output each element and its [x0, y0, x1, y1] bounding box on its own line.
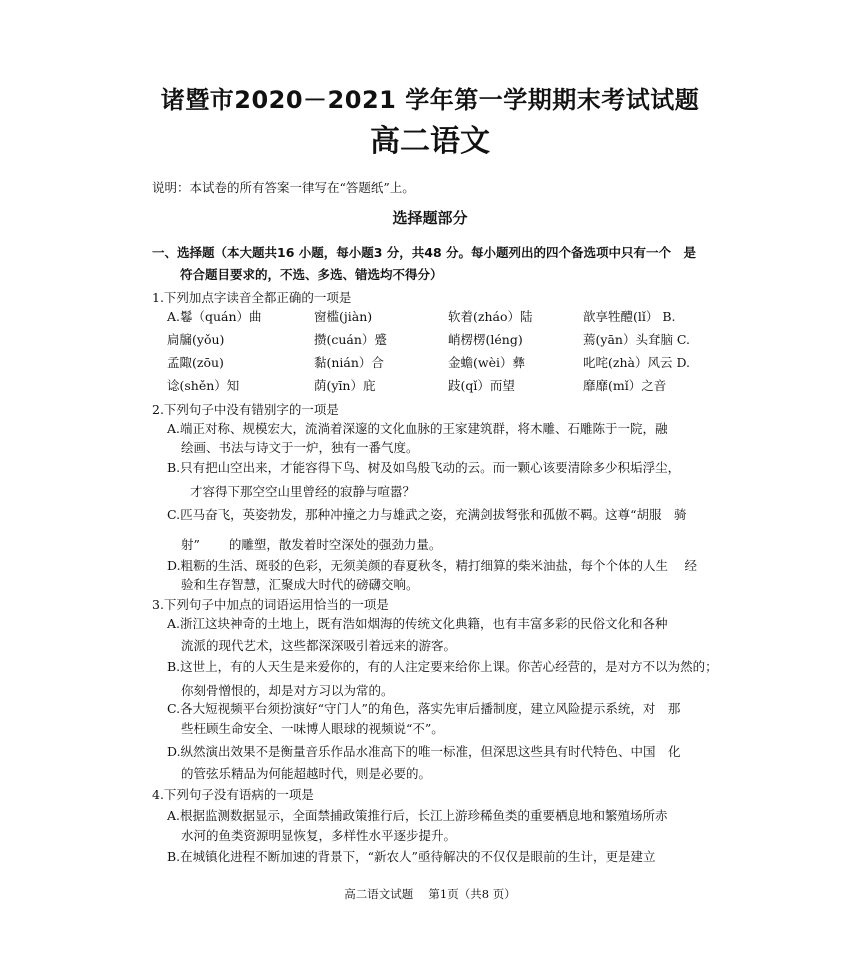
- q3-option-b-cont: 你刻骨憎恨的，却是对方习以为常的。: [181, 683, 394, 698]
- section-title: 选择题部分: [392, 209, 468, 227]
- part1-heading-line2: 符合题目要求的，不选、多选、错选均不得分）: [180, 267, 443, 282]
- q2-option-c: C.匹马奋飞，英姿勃发，那种冲撞之力与雄武之姿，充满剑拔弩张和孤傲不羁。这尊“胡服 骑: [167, 507, 687, 522]
- page-footer: 高二语文试题 第1页（共8 页）: [344, 887, 516, 901]
- q1-option-cell: A.鬈（quán）曲: [167, 309, 262, 324]
- q2-option-d-cont: 验和生存智慧，汇聚成大时代的磅礴交响。: [181, 577, 419, 592]
- q1-option-cell: 黏(nián）合: [314, 355, 384, 370]
- q3-option-d: D.纵然演出效果不是衡量音乐作品水准高下的唯一标准，但深思这些具有时代特色、中国 化: [167, 744, 681, 759]
- q4-option-b: B.在城镇化进程不断加速的背景下，“新农人”亟待解决的不仅仅是眼前的生计，更是建立: [167, 849, 656, 864]
- q2-stem: 2.下列句子中没有错别字的一项是: [152, 402, 339, 417]
- q3-option-b: B.这世上，有的人天生是来爱你的，有的人注定要来给你上课。你苦心经营的，是对方不以为然的；: [167, 659, 718, 674]
- instruction-note: 说明：本试卷的所有答案一律写在“答题纸”上。: [152, 180, 415, 195]
- q4-option-a-cont: 水河的鱼类资源明显恢复，多样性水平逐步提升。: [181, 828, 457, 843]
- q1-option-cell: 谂(shěn）知: [167, 378, 240, 393]
- q2-option-a: A.端正对称、规模宏大，流淌着深邃的文化血脉的王家建筑群，将木雕、石雕陈于一院，融: [167, 421, 668, 436]
- q2-option-a-cont: 绘画、书法与诗文于一炉，独有一番气度。: [181, 440, 419, 455]
- q1-option-cell: 靡靡(mǐ）之音: [583, 378, 667, 393]
- q1-option-cell: 孟陬(zōu): [167, 355, 224, 370]
- q4-option-a: A.根据监测数据显示，全面禁捕政策推行后，长江上游珍稀鱼类的重要栖息地和繁殖场所赤: [167, 808, 668, 823]
- q1-option-cell: 攒(cuán）蹙: [314, 332, 387, 347]
- q1-option-cell: 歆享牲醴(lǐ） B.: [583, 309, 676, 324]
- q1-option-cell: 叱咤(zhà）风云 D.: [583, 355, 690, 370]
- q1-option-cell: 蔫(yān）头耷脑 C.: [583, 332, 691, 347]
- part1-heading-line1: 一、选择题（本大题共16 小题，每小题3 分，共48 分。每小题列出的四个备选项中只有一个 是: [152, 245, 697, 260]
- q3-option-a: A.浙江这块神奇的土地上，既有浩如烟海的传统文化典籍，也有丰富多彩的民俗文化和各种: [167, 616, 668, 631]
- q1-stem: 1.下列加点字读音全都正确的一项是: [152, 290, 352, 305]
- q3-option-c-cont: 些枉顾生命安全、一味博人眼球的视频说“不”。: [181, 721, 444, 736]
- exam-title: 诸暨市2020－2021 学年第一学期期末考试试题: [160, 86, 700, 114]
- q3-option-d-cont: 的管弦乐精品为何能超越时代，则是必要的。: [181, 766, 432, 781]
- q2-option-b: B.只有把山空出来，才能容得下鸟、树及如鸟般飞动的云。而一颗心该要清除多少积垢浮尘，: [167, 460, 681, 475]
- q3-option-a-cont: 流派的现代艺术，这些都深深吸引着远来的游客。: [181, 638, 457, 653]
- q1-option-cell: 峭楞楞(léng): [448, 332, 523, 347]
- q2-option-d: D.粗粝的生活、斑驳的色彩，无须美颜的春夏秋冬，精打细算的柴米油盐，每个个体的人生 经: [167, 558, 698, 573]
- q2-option-c-cont: 射” 的雕塑，散发着时空深处的强劲力量。: [181, 537, 442, 552]
- q1-option-cell: 金蟾(wèi）彝: [448, 355, 525, 370]
- q1-option-cell: 荫(yīn）庇: [314, 378, 376, 393]
- q1-option-cell: 跂(qǐ）而望: [448, 378, 515, 393]
- q3-stem: 3.下列句子中加点的词语运用恰当的一项是: [152, 597, 389, 612]
- q4-stem: 4.下列句子没有语病的一项是: [152, 787, 314, 802]
- q1-option-cell: 窗槛(jiàn): [314, 309, 373, 324]
- q2-option-b-cont: 才容得下那空空山里曾经的寂静与喧嚣？: [190, 484, 416, 499]
- q1-option-cell: 扃牖(yǒu): [167, 332, 225, 347]
- q1-option-cell: 软着(zháo）陆: [448, 309, 533, 324]
- exam-subject: 高二语文: [370, 124, 490, 159]
- q3-option-c: C.各大短视频平台须扮演好“守门人”的角色，落实先审后播制度，建立风险提示系统，对 那: [167, 701, 681, 716]
